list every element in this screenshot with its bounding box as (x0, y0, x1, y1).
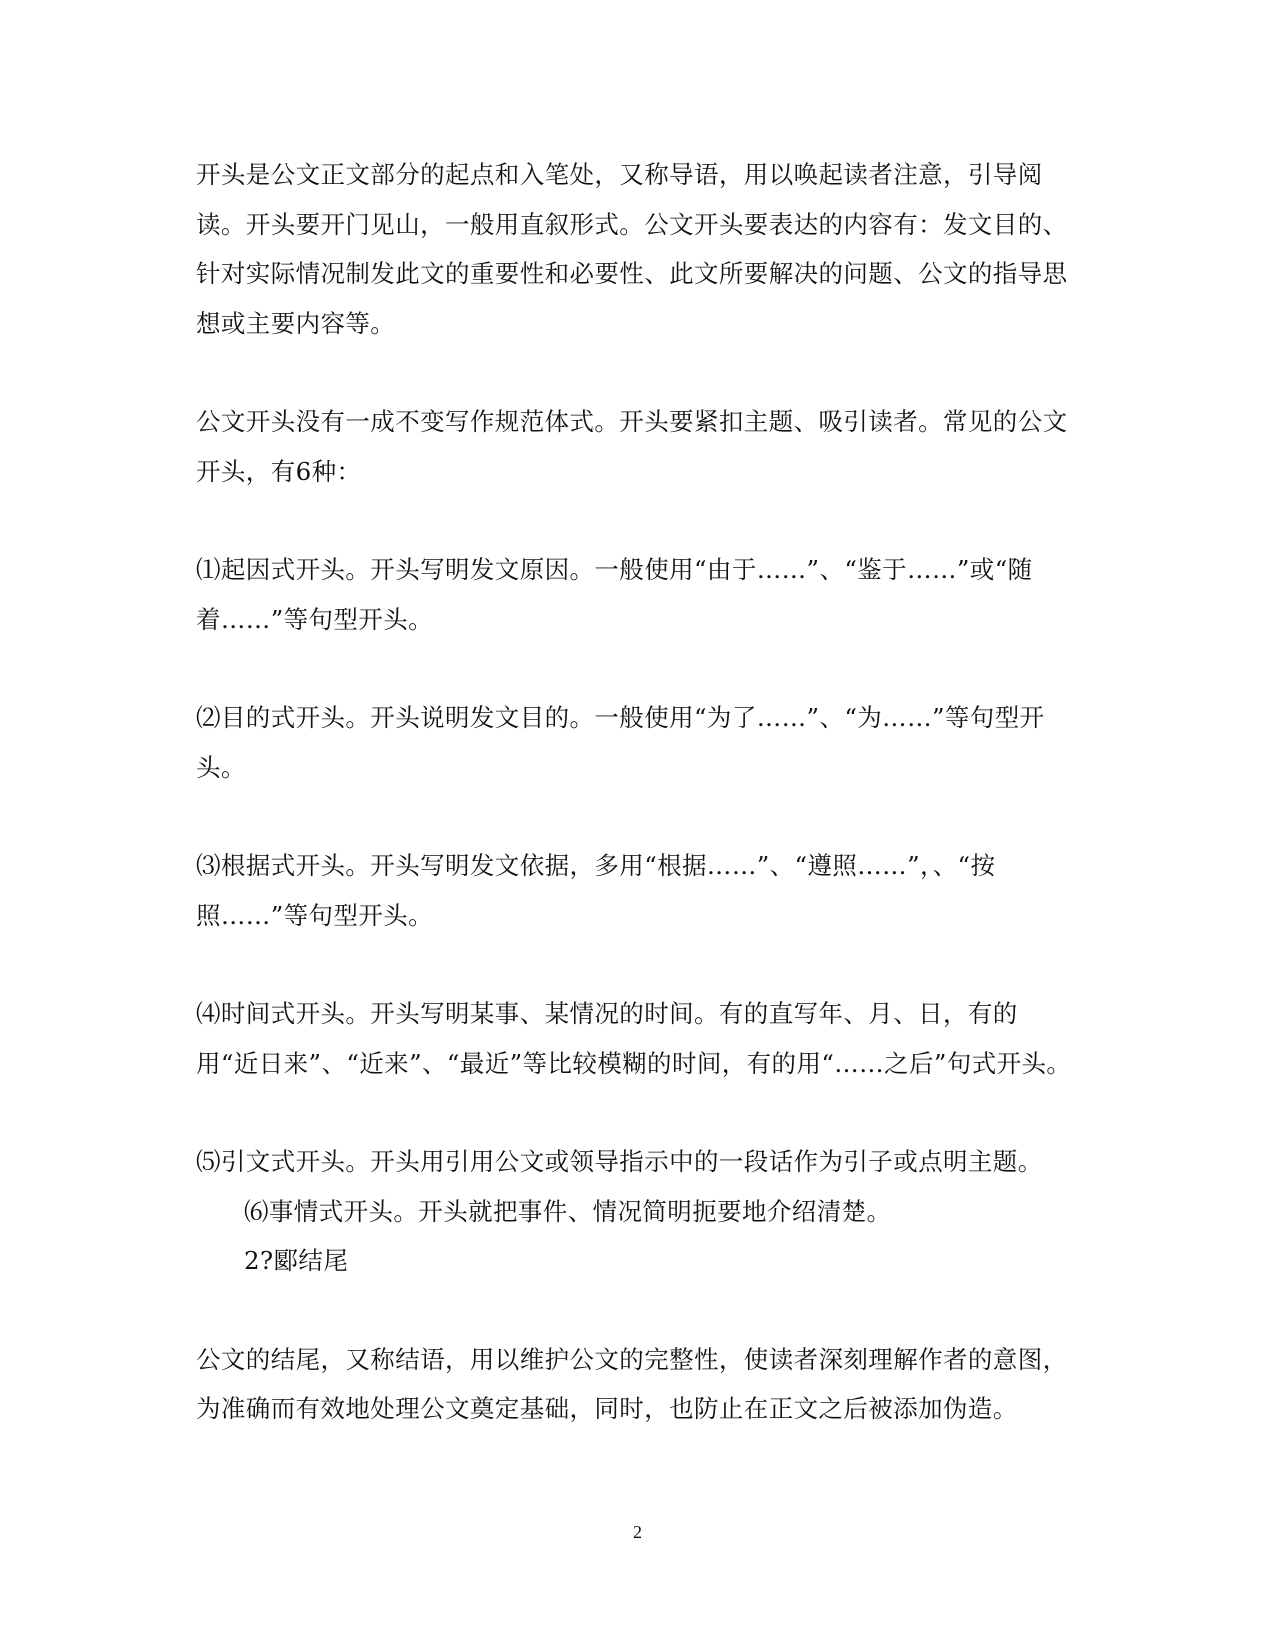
paragraph-opening-definition: 开头是公文正文部分的起点和入笔处，又称导语，用以唤起读者注意，引导阅读。开头要开门见山，一般用直叙形式。公文开头要表达的内容有：发文目的、针对实际情况制发此文的重要性和必要性、此文所要解决的问题、公文的指导思想或主要内容等。 (196, 160, 1068, 338)
paragraph-opening-types-intro: 公文开头没有一成不变写作规范体式。开头要紧扣主题、吸引读者。常见的公文开头，有6种： (196, 407, 1068, 486)
page-number: 2 (633, 1522, 642, 1542)
paragraph-basis-opening: ⑶根据式开头。开头写明发文依据，多用“根据……”、“遵照……”，、“按照……”等句型开头。 (196, 851, 996, 930)
paragraph-purpose-opening: ⑵目的式开头。开头说明发文目的。一般使用“为了……”、“为……”等句型开头。 (196, 703, 1045, 782)
paragraph-quotation-opening: ⑸引文式开头。开头用引用公文或领导指示中的一段话作为引子或点明主题。 (196, 1147, 1043, 1176)
document-body (196, 150, 1076, 1434)
paragraph-time-opening: ⑷时间式开头。开头写明某事、某情况的时间。有的直写年、月、日，有的用“近日来”、“近来”、“最近”等比较模糊的时间，有的用“……之后”句式开头。 (196, 999, 1072, 1078)
paragraph-cause-opening: ⑴起因式开头。开头写明发文原因。一般使用“由于……”、“鉴于……”或“随着……”等句型开头。 (196, 555, 1033, 634)
section-heading-ending: 2?郾结尾 (244, 1246, 349, 1275)
paragraph-event-opening: ⑹事情式开头。开头就把事件、情况简明扼要地介绍清楚。 (244, 1196, 892, 1226)
paragraph-ending-definition: 公文的结尾，又称结语，用以维护公文的完整性，使读者深刻理解作者的意图，为准确而有效地处理公文奠定基础，同时，也防止在正文之后被添加伪造。 (196, 1344, 1068, 1423)
